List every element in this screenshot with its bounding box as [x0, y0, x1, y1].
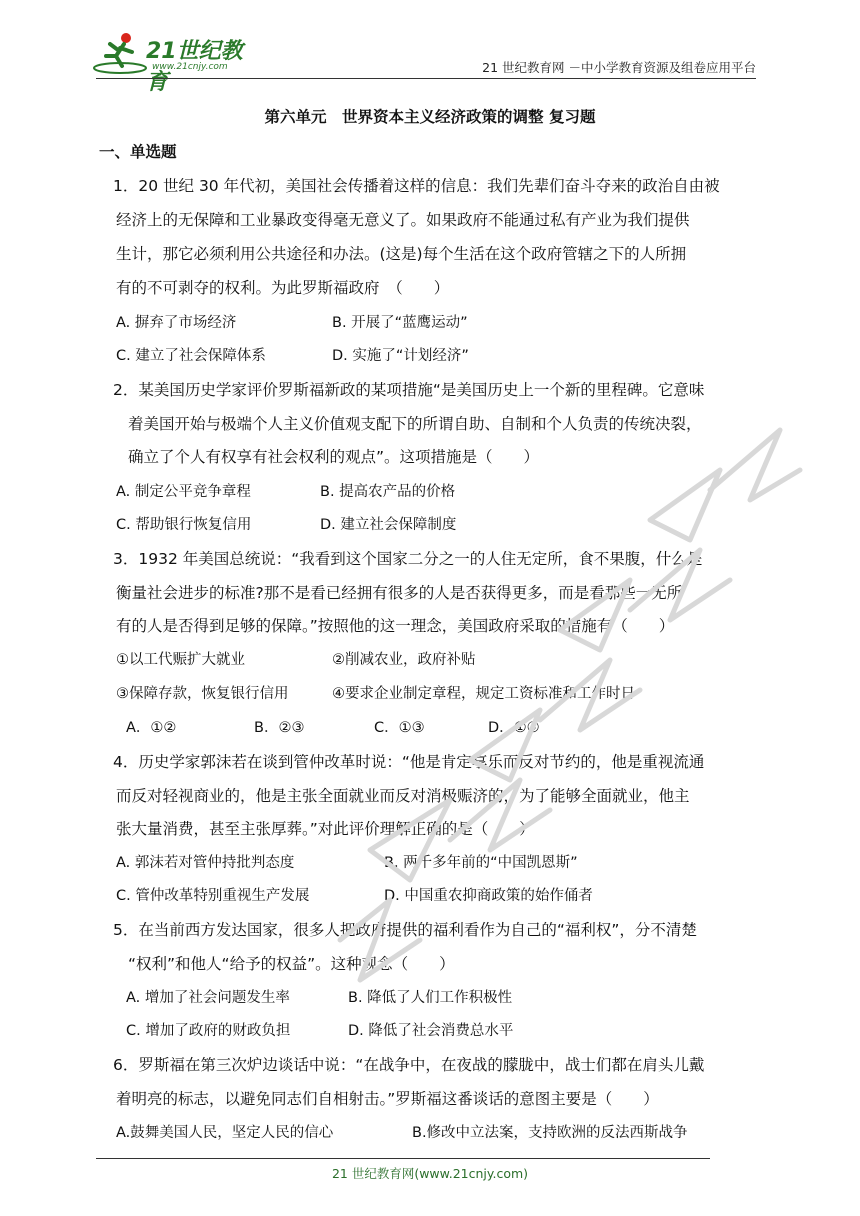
footer-divider	[96, 1158, 710, 1159]
question-1-option-d: D. 实施了“计划经济”	[332, 348, 469, 364]
question-3-item-3: ③保障存款，恢复银行信用	[116, 686, 289, 702]
question-1-line-4: 有的不可剥夺的权利。为此罗斯福政府 （ ）	[116, 279, 450, 297]
question-2-line-1: 2．某美国历史学家评价罗斯福新政的某项措施“是美国历史上一个新的里程碑。它意味	[113, 381, 705, 399]
question-4-option-c: C. 管仲改革特别重视生产发展	[116, 888, 310, 904]
question-4-option-d: D. 中国重农抑商政策的始作俑者	[384, 888, 593, 904]
document-title: 第六单元 世界资本主义经济政策的调整 复习题	[264, 108, 596, 126]
header-divider	[96, 78, 756, 79]
section-heading: 一、单选题	[99, 143, 177, 161]
question-1-line-3: 生计，那它必须利用公共途径和办法。(这是)每个生活在这个政府管辖之下的人所拥	[116, 245, 687, 263]
question-1-option-b: B. 开展了“蓝鹰运动”	[332, 315, 468, 331]
question-1-line-1: 1．20 世纪 30 年代初，美国社会传播着这样的信息：我们先辈们奋斗夺来的政治自由被	[113, 177, 720, 195]
question-2-line-3: 确立了个人有权享有社会权利的观点”。这项措施是（ ）	[128, 448, 540, 466]
question-2-option-c: C. 帮助银行恢复信用	[116, 517, 252, 533]
question-5-option-d: D. 降低了社会消费总水平	[348, 1023, 514, 1039]
question-5-option-b: B. 降低了人们工作积极性	[348, 990, 513, 1006]
logo-url: www.21cnjy.com	[152, 62, 228, 72]
question-1-line-2: 经济上的无保障和工业暴政变得毫无意义了。如果政府不能通过私有产业为我们提供	[116, 211, 690, 229]
question-2-line-2: 着美国开始与极端个人主义价值观支配下的所谓自助、自制和个人负责的传统决裂，	[128, 415, 702, 433]
question-3-option-b: B．②③	[254, 720, 305, 736]
question-5-option-a: A. 增加了社会问题发生率	[126, 990, 290, 1006]
question-6-line-1: 6．罗斯福在第三次炉边谈话中说：“在战争中，在夜战的朦胧中，战士们都在肩头儿戴	[113, 1056, 705, 1074]
logo-text: 21世纪教育	[146, 39, 243, 95]
question-3-line-2: 衡量社会进步的标准?那不是看已经拥有很多的人是否获得更多，而是看那些一无所	[116, 584, 683, 602]
page-header	[0, 0, 860, 95]
question-3-option-a: A．①②	[126, 720, 177, 736]
question-3-line-3: 有的人是否得到足够的保障。”按照他的这一理念，美国政府采取的措施有（ ）	[116, 617, 675, 635]
question-5-line-2: “权利”和他人“给予的权益”。这种观念（ ）	[128, 955, 455, 973]
question-4-line-2: 而反对轻视商业的，他是主张全面就业而反对消极赈济的，为了能够全面就业，他主	[116, 787, 690, 805]
question-5-option-c: C. 增加了政府的财政负担	[126, 1023, 291, 1039]
question-3-item-2: ②削减农业，政府补贴	[332, 652, 476, 668]
question-4-line-3: 张大量消费，甚至主张厚葬。”对此评价理解正确的是（ ）	[116, 820, 535, 838]
question-3-line-1: 3．1932 年美国总统说：“我看到这个国家二分之一的人住无定所，食不果腹，什么是	[113, 550, 703, 568]
question-3-option-c: C．①③	[374, 720, 425, 736]
question-4-option-b: B. 两千多年前的“中国凯恩斯”	[384, 855, 578, 871]
question-3-item-1: ①以工代赈扩大就业	[116, 652, 245, 668]
question-4-option-a: A. 郭沫若对管仲持批判态度	[116, 855, 295, 871]
question-2-option-d: D. 建立社会保障制度	[320, 517, 457, 533]
question-2-option-a: A. 制定公平竞争章程	[116, 484, 251, 500]
runner-logo-icon	[92, 30, 148, 78]
site-logo	[92, 30, 262, 95]
question-6-line-2: 着明亮的标志，以避免同志们自相射击。”罗斯福这番谈话的意图主要是（ ）	[116, 1090, 659, 1108]
question-3-option-d: D．①④	[488, 720, 540, 736]
question-2-option-b: B. 提高农产品的价格	[320, 484, 456, 500]
question-6-option-b: B.修改中立法案，支持欧洲的反法西斯战争	[412, 1125, 688, 1141]
question-1-option-a: A. 摒弃了市场经济	[116, 315, 237, 331]
question-5-line-1: 5．在当前西方发达国家，很多人把政府提供的福利看作为自己的“福利权”，分不清楚	[113, 921, 697, 939]
header-site-name: 21 世纪教育网 －中小学教育资源及组卷应用平台	[482, 60, 756, 75]
question-3-item-4: ④要求企业制定章程，规定工资标准和工作时日	[332, 686, 635, 702]
question-1-option-c: C. 建立了社会保障体系	[116, 348, 266, 364]
footer-text: 21 世纪教育网(www.21cnjy.com)	[331, 1166, 529, 1181]
question-6-option-a: A.鼓舞美国人民，坚定人民的信心	[116, 1125, 334, 1141]
question-4-line-1: 4．历史学家郭沫若在谈到管仲改革时说：“他是肯定享乐而反对节约的，他是重视流通	[113, 753, 705, 771]
